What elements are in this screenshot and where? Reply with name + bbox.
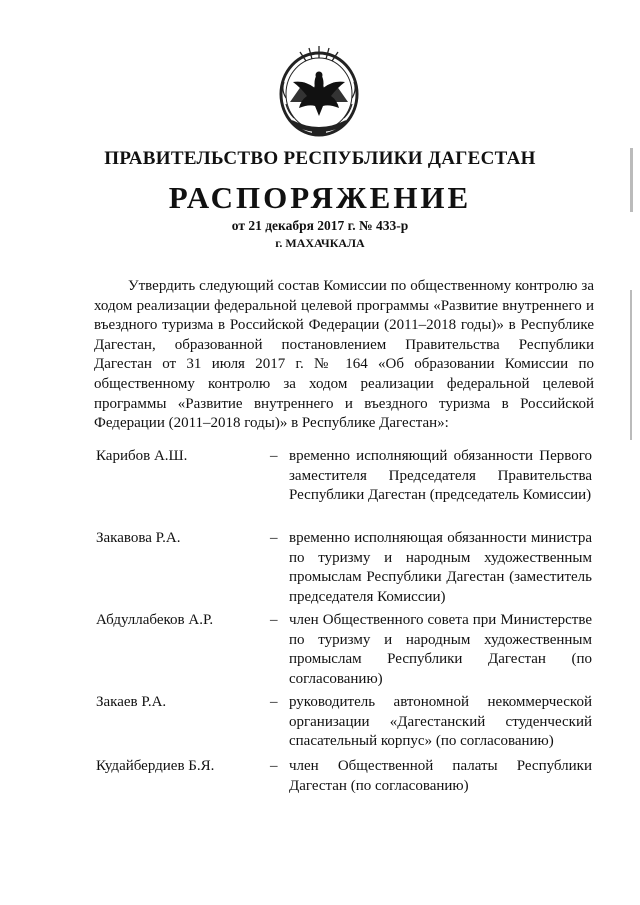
document-type-heading: РАСПОРЯЖЕНИЕ (168, 180, 472, 215)
member-name: Кудайбердиев Б.Я. (96, 758, 215, 774)
dagestan-coat-of-arms-icon (276, 42, 362, 140)
member-role: член Общественной палаты Республики Дагестан (по согласованию) (289, 758, 592, 794)
document-city: г. МАХАЧКАЛА (275, 236, 365, 250)
member-role: временно исполняющий обязанности Первого заместителя Председателя Правительства Республики Дагестан (председатель Комиссии) (289, 448, 592, 504)
member-dash: – (270, 758, 278, 774)
member-name: Закаев Р.А. (96, 694, 167, 710)
member-dash: – (270, 694, 278, 710)
member-dash: – (270, 530, 278, 546)
member-role: член Общественного совета при Министерстве по туризму и народным художественным промыслам Республики Дагестан (по согласованию) (289, 612, 592, 687)
member-dash: – (270, 612, 278, 628)
government-title: ПРАВИТЕЛЬСТВО РЕСПУБЛИКИ ДАГЕСТАН (104, 148, 536, 169)
member-role: временно исполняющая обязанности министра по туризму и народным художественным промыслам Республики Дагестан (заместитель председателя Комиссии) (289, 530, 592, 605)
document-date-number: от 21 декабря 2017 г. № 433-р (231, 218, 409, 233)
scan-edge-mark (630, 290, 632, 440)
member-name: Карибов А.Ш. (96, 448, 188, 464)
member-dash: – (270, 448, 278, 464)
member-name: Закавова Р.А. (96, 530, 181, 546)
intro-paragraph: Утвердить следующий состав Комиссии по общественному контролю за ходом реализации федеральной целевой программы «Развитие внутреннего и въездного туризма в Российской Федерации (2011–2018 годы)» в Республике Дагестан, образованной постановлением Правительства Республики Дагестан от 31 июля 2017 г. № 164 «Об образовании Комиссии по общественному контролю за ходом реализации федеральной целевой программы «Развитие внутреннего и въездного туризма в Российской Федерации (2011–2018 годы)» в Республике Дагестан»: (94, 278, 594, 432)
member-name: Абдуллабеков А.Р. (96, 612, 214, 628)
member-role: руководитель автономной некоммерческой организации «Дагестанский студенческий спасательный корпус» (по согласованию) (289, 694, 592, 750)
